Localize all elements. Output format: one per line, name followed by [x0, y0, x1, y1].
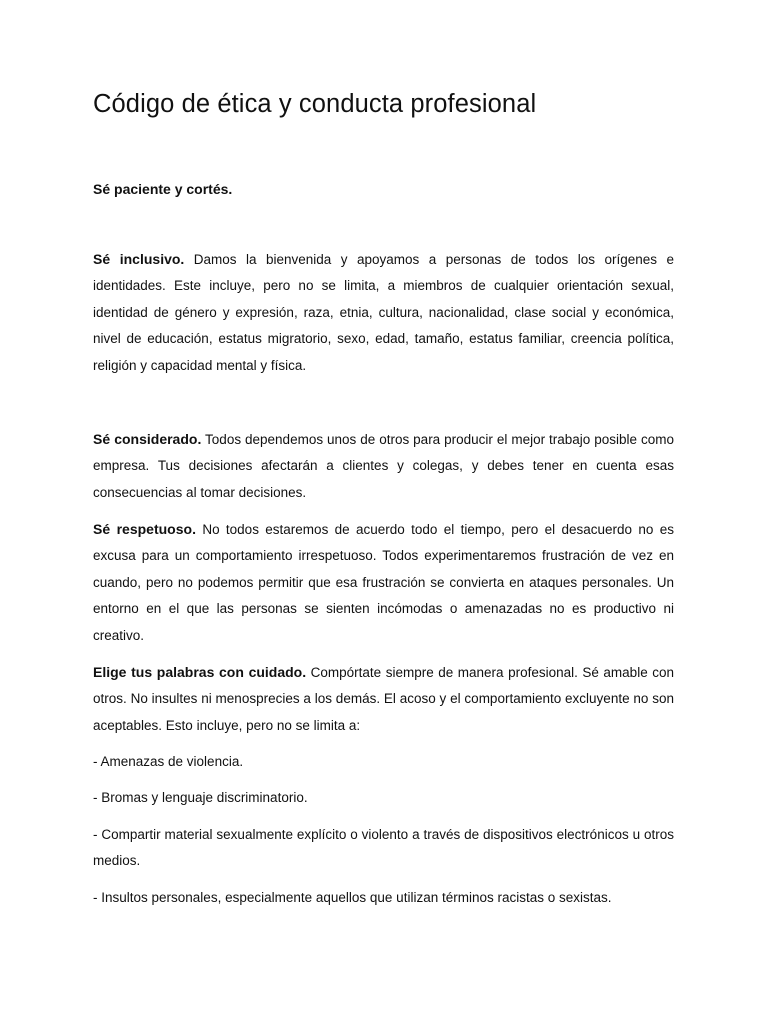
- list-item-threats: - Amenazas de violencia.: [93, 754, 244, 769]
- document-title: Código de ética y conducta profesional: [93, 90, 537, 118]
- section-body: Compórtate siempre de manera profesional. Sé amable con otros. No insultes ni menosprecies a los demás. El acoso y el comportamiento excluyente no son aceptables. Esto incluye, pero no se limita a:: [93, 665, 674, 733]
- section-lead: Elige tus palabras con cuidado.: [93, 664, 307, 680]
- section-considerate: [93, 426, 674, 506]
- section-body: Damos la bienvenida y apoyamos a personas de todos los orígenes e identidades. Este incluye, pero no se limita, a miembros de cualquier orientación sexual, identidad de género y expresión, raza, etnia, cultura, nacionalidad, clase social y económica, nivel de educación, estatus migratorio, sexo, edad, tamaño, estatus familiar, creencia política, religión y capacidad mental y física.: [93, 252, 674, 373]
- list-item-insults: - Insultos personales, especialmente aquellos que utilizan términos racistas o sexistas.: [93, 890, 612, 905]
- section-words: [93, 659, 674, 739]
- section-lead: Sé considerado.: [93, 431, 202, 447]
- section-patience: [93, 176, 674, 203]
- section-body: No todos estaremos de acuerdo todo el tiempo, pero el desacuerdo no es excusa para un comportamiento irrespetuoso. Todos experimentaremos frustración de vez en cuando, pero no podemos permitir que esa frustración se convierta en ataques personales. Un entorno en el que las personas se sienten incómodas o amenazadas no es productivo ni creativo.: [93, 522, 674, 643]
- list-item-explicit-material: - Compartir material sexualmente explícito o violento a través de dispositivos electrónicos u otros medios.: [93, 827, 674, 869]
- section-respectful: [93, 516, 674, 649]
- section-lead: Sé inclusivo.: [93, 251, 185, 267]
- section-inclusive: [93, 246, 674, 379]
- section-body: Todos dependemos unos de otros para producir el mejor trabajo posible como empresa. Tus decisiones afectarán a clientes y colegas, y debes tener en cuenta esas consecuencias al tomar decisiones.: [93, 432, 674, 500]
- section-lead: Sé respetuoso.: [93, 521, 196, 537]
- list-item-jokes: - Bromas y lenguaje discriminatorio.: [93, 790, 308, 805]
- section-lead: Sé paciente y cortés.: [93, 181, 233, 197]
